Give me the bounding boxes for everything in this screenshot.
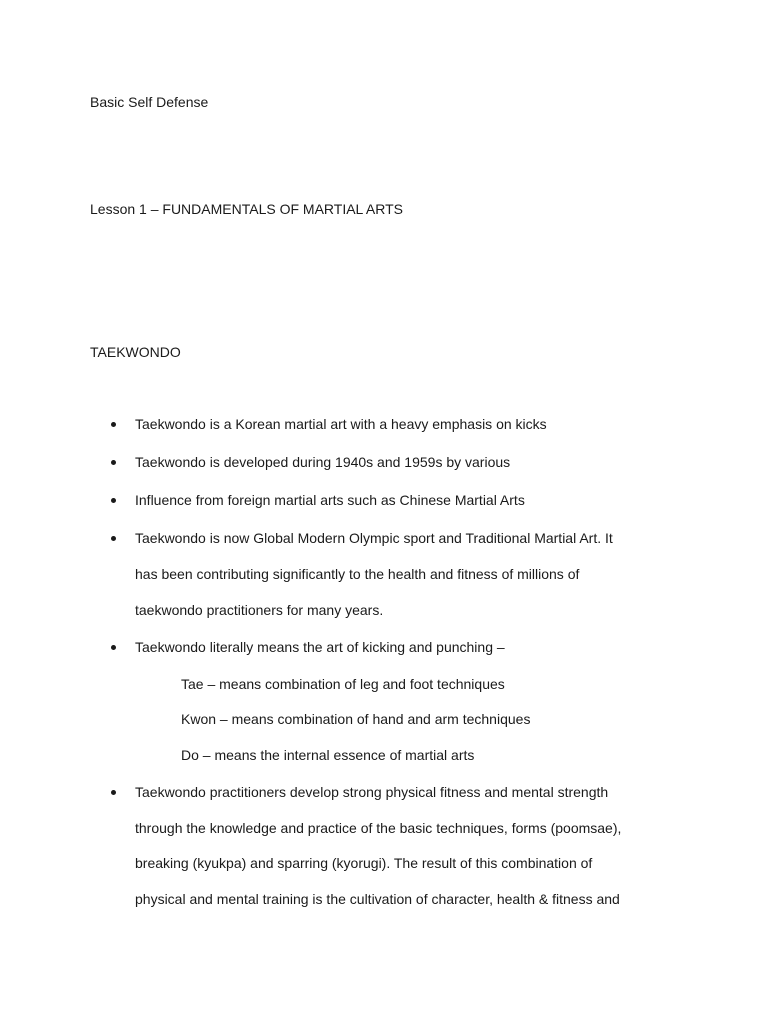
bullet-icon [111, 498, 116, 503]
list-item-text: physical and mental training is the cultivation of character, health & fitness and [135, 891, 620, 907]
bullet-icon [111, 790, 116, 795]
bullet-icon [111, 460, 116, 465]
list-item-text: Taekwondo practitioners develop strong physical fitness and mental strength [135, 784, 609, 800]
document-title: Basic Self Defense [90, 94, 209, 110]
list-item-text: Taekwondo is a Korean martial art with a heavy emphasis on kicks [135, 416, 547, 432]
list-item-text: breaking (kyukpa) and sparring (kyorugi). The result of this combination of [135, 855, 593, 871]
section-heading: TAEKWONDO [90, 344, 181, 360]
list-item-text: through the knowledge and practice of the basic techniques, forms (poomsae), [135, 820, 622, 836]
list-item-text: Taekwondo is now Global Modern Olympic sport and Traditional Martial Art. It [135, 530, 613, 546]
lesson-heading: Lesson 1 – FUNDAMENTALS OF MARTIAL ARTS [90, 201, 404, 217]
bullet-icon [111, 422, 116, 427]
bullet-icon [111, 645, 116, 650]
list-item-text: taekwondo practitioners for many years. [135, 602, 384, 618]
bullet-icon [111, 536, 116, 541]
list-item-text: Taekwondo is developed during 1940s and 1959s by various [135, 454, 511, 470]
list-item-text: Influence from foreign martial arts such as Chinese Martial Arts [135, 492, 525, 508]
definition-line-tae: Tae – means combination of leg and foot techniques [181, 676, 505, 692]
definition-line-do: Do – means the internal essence of martial arts [181, 747, 475, 763]
list-item-text: Taekwondo literally means the art of kicking and punching – [135, 639, 505, 655]
list-item-text: has been contributing significantly to the health and fitness of millions of [135, 566, 580, 582]
definition-line-kwon: Kwon – means combination of hand and arm techniques [181, 711, 531, 727]
